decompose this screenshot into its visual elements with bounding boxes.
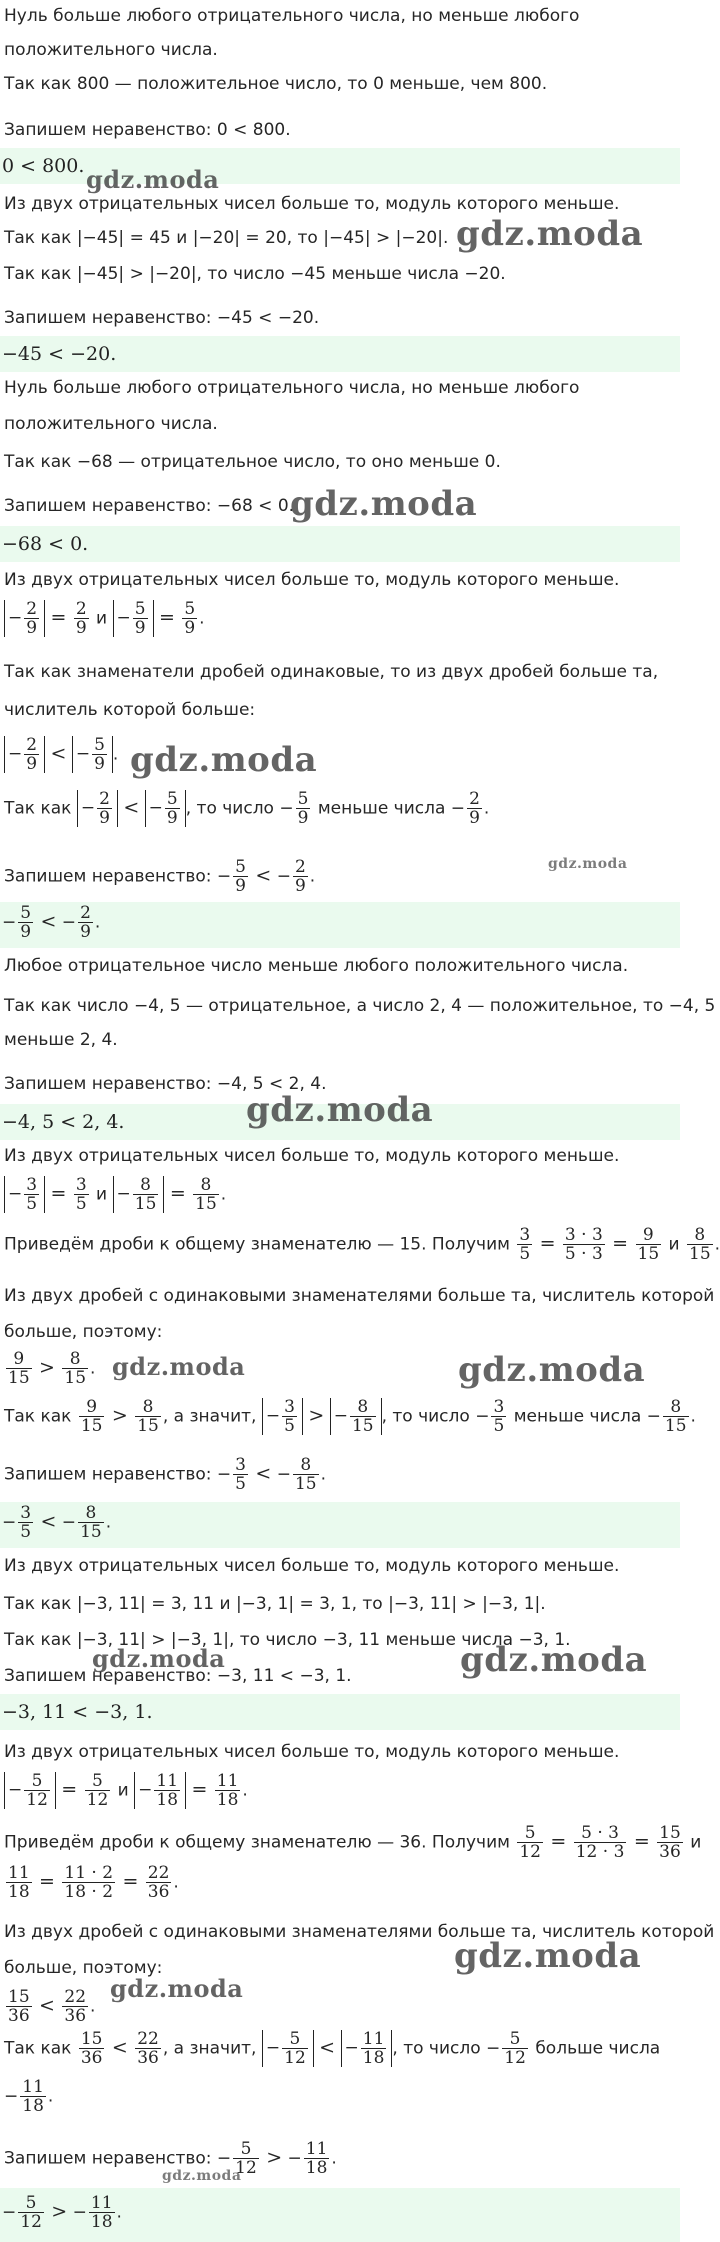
text-line: Так как 800 — положительное число, то 0 меньше, чем 800. (4, 74, 548, 94)
answer-highlight (0, 526, 680, 562)
answer: − $\frac{5}{9}$ < − $\frac{2}{9}$ . (2, 903, 101, 942)
text-line: Из двух отрицательных чисел больше то, модуль которого меньше. (4, 1742, 620, 1762)
text-line: Так как знаменатели дробей одинаковые, то из двух дробей больше та, (4, 662, 659, 682)
watermark: gdz.moda (92, 1644, 226, 1673)
text-line: больше, поэтому: (4, 1322, 163, 1342)
modulus-inequality: − $\frac{2}{9}$ < − $\frac{5}{9}$ . (4, 736, 118, 773)
watermark: gdz.moda (246, 1090, 434, 1130)
conclusion-line: Так как − $\frac{2}{9}$ < − $\frac{5}{9}$ , то число − $\frac{5}{9}$ меньше числа − $\frac{2}{9}$ . (4, 789, 490, 828)
common-denominator-line: Приведём дроби к общему знаменателю — 15. Получим $\frac{3}{5}$ = $\frac{3 \cdot 3}{5 \cdot 3}$ = $\frac{9}{15}$ и $\frac{8}{15}$ . (4, 1225, 720, 1264)
text-line: положительного числа. (4, 414, 218, 434)
text-line: Из двух отрицательных чисел больше то, модуль которого меньше. (4, 194, 620, 214)
text-line: Из двух отрицательных чисел больше то, модуль которого меньше. (4, 570, 620, 590)
text-line: Так как |−3, 11| > |−3, 1|, то число −3, 11 меньше числа −3, 1. (4, 1630, 571, 1650)
text-line: Нуль больше любого отрицательного числа, но меньше любого (4, 6, 580, 26)
text-line: положительного числа. (4, 40, 218, 60)
fraction-inequality: $\frac{15}{36}$ < $\frac{22}{36}$ . (8, 1987, 96, 2026)
answer: −4, 5 < 2, 4. (2, 1111, 125, 1133)
conclusion-line: Так как $\frac{9}{15}$ > $\frac{8}{15}$ , а значит, − $\frac{3}{5}$ > − $\frac{8}{15}$ , то число − $\frac{3}{5}$ меньше числа − $\frac{8}{15}$ . (4, 1397, 696, 1436)
text-line: меньше 2, 4. (4, 1030, 118, 1050)
text-line: Запишем неравенство: −4, 5 < 2, 4. (4, 1074, 327, 1094)
text-line: Запишем неравенство: 0 < 800. (4, 120, 291, 140)
answer-highlight (0, 902, 680, 948)
watermark: gdz.moda (110, 1974, 244, 2003)
answer: −45 < −20. (2, 343, 117, 365)
common-denominator-line: $\frac{11}{18}$ = $\frac{11 \cdot 2}{18 \cdot 2}$ = $\frac{22}{36}$ . (8, 1863, 179, 1902)
text-line: Из двух дробей с одинаковыми знаменателями больше та, числитель которой (4, 1922, 715, 1942)
text-line: Из двух дробей с одинаковыми знаменателями больше та, числитель которой (4, 1286, 715, 1306)
watermark: gdz.moda (86, 165, 220, 194)
watermark: gdz.moda (112, 1352, 246, 1381)
watermark: gdz.moda (460, 1640, 648, 1680)
text-line: Так как |−45| = 45 и |−20| = 20, то |−45| > |−20|. (4, 228, 449, 248)
inequality-line: Запишем неравенство: − $\frac{3}{5}$ < − $\frac{8}{15}$ . (4, 1455, 327, 1494)
watermark: gdz.moda (162, 2168, 242, 2184)
text-line: Запишем неравенство: −45 < −20. (4, 308, 320, 328)
fraction-inequality: $\frac{9}{15}$ > $\frac{8}{15}$ . (8, 1349, 96, 1388)
conclusion-line-continued: − $\frac{11}{18}$ . (4, 2077, 54, 2116)
inequality-line: Запишем неравенство: − $\frac{5}{9}$ < − $\frac{2}{9}$ . (4, 857, 316, 896)
text-line: Нуль больше любого отрицательного числа, но меньше любого (4, 378, 580, 398)
text-line: Так как −68 — отрицательное число, то оно меньше 0. (4, 452, 501, 472)
text-line: Из двух отрицательных чисел больше то, модуль которого меньше. (4, 1146, 620, 1166)
text-line: Из двух отрицательных чисел больше то, модуль которого меньше. (4, 1556, 620, 1576)
answer: − $\frac{3}{5}$ < − $\frac{8}{15}$ . (2, 1503, 112, 1542)
text-line: Любое отрицательное число меньше любого положительного числа. (4, 956, 629, 976)
answer: −68 < 0. (2, 533, 89, 555)
text-line: Запишем неравенство: −3, 11 < −3, 1. (4, 1666, 352, 1686)
modulus-equation: − $\frac{3}{5}$ = $\frac{3}{5}$ и − $\frac{8}{15}$ = $\frac{8}{15}$ . (4, 1176, 226, 1213)
watermark: gdz.moda (548, 856, 628, 872)
conclusion-line: Так как $\frac{15}{36}$ < $\frac{22}{36}$ , а значит, − $\frac{5}{12}$ < − $\frac{11}{18}$ , то число − $\frac{5}{12}$ больше числа (4, 2029, 661, 2068)
text-line: Так как |−3, 11| = 3, 11 и |−3, 1| = 3, 1, то |−3, 11| > |−3, 1|. (4, 1594, 546, 1614)
text-line: Запишем неравенство: −68 < 0. (4, 496, 295, 516)
answer: − $\frac{5}{12}$ > − $\frac{11}{18}$ . (2, 2193, 122, 2232)
text-line: больше, поэтому: (4, 1958, 163, 1978)
watermark: gdz.moda (456, 214, 644, 254)
watermark: gdz.moda (454, 1936, 642, 1976)
text-line: Так как |−45| > |−20|, то число −45 меньше числа −20. (4, 264, 506, 284)
watermark: gdz.moda (130, 740, 318, 780)
watermark: gdz.moda (458, 1350, 646, 1390)
inequality-line: Запишем неравенство: − $\frac{5}{12}$ > − $\frac{11}{18}$ . (4, 2139, 337, 2178)
answer: −3, 11 < −3, 1. (2, 1701, 153, 1723)
text-line: числитель которой больше: (4, 700, 256, 720)
modulus-equation: − $\frac{2}{9}$ = $\frac{2}{9}$ и − $\frac{5}{9}$ = $\frac{5}{9}$ . (4, 600, 205, 637)
text-line: Так как число −4, 5 — отрицательное, а число 2, 4 — положительное, то −4, 5 (4, 996, 716, 1016)
modulus-equation: − $\frac{5}{12}$ = $\frac{5}{12}$ и − $\frac{11}{18}$ = $\frac{11}{18}$ . (4, 1772, 248, 1809)
answer: 0 < 800. (2, 155, 85, 177)
watermark: gdz.moda (290, 484, 478, 524)
common-denominator-line: Приведём дроби к общему знаменателю — 36. Получим $\frac{5}{12}$ = $\frac{5 \cdot 3}{12 \cdot 3}$ = $\frac{15}{36}$ и (4, 1823, 702, 1862)
